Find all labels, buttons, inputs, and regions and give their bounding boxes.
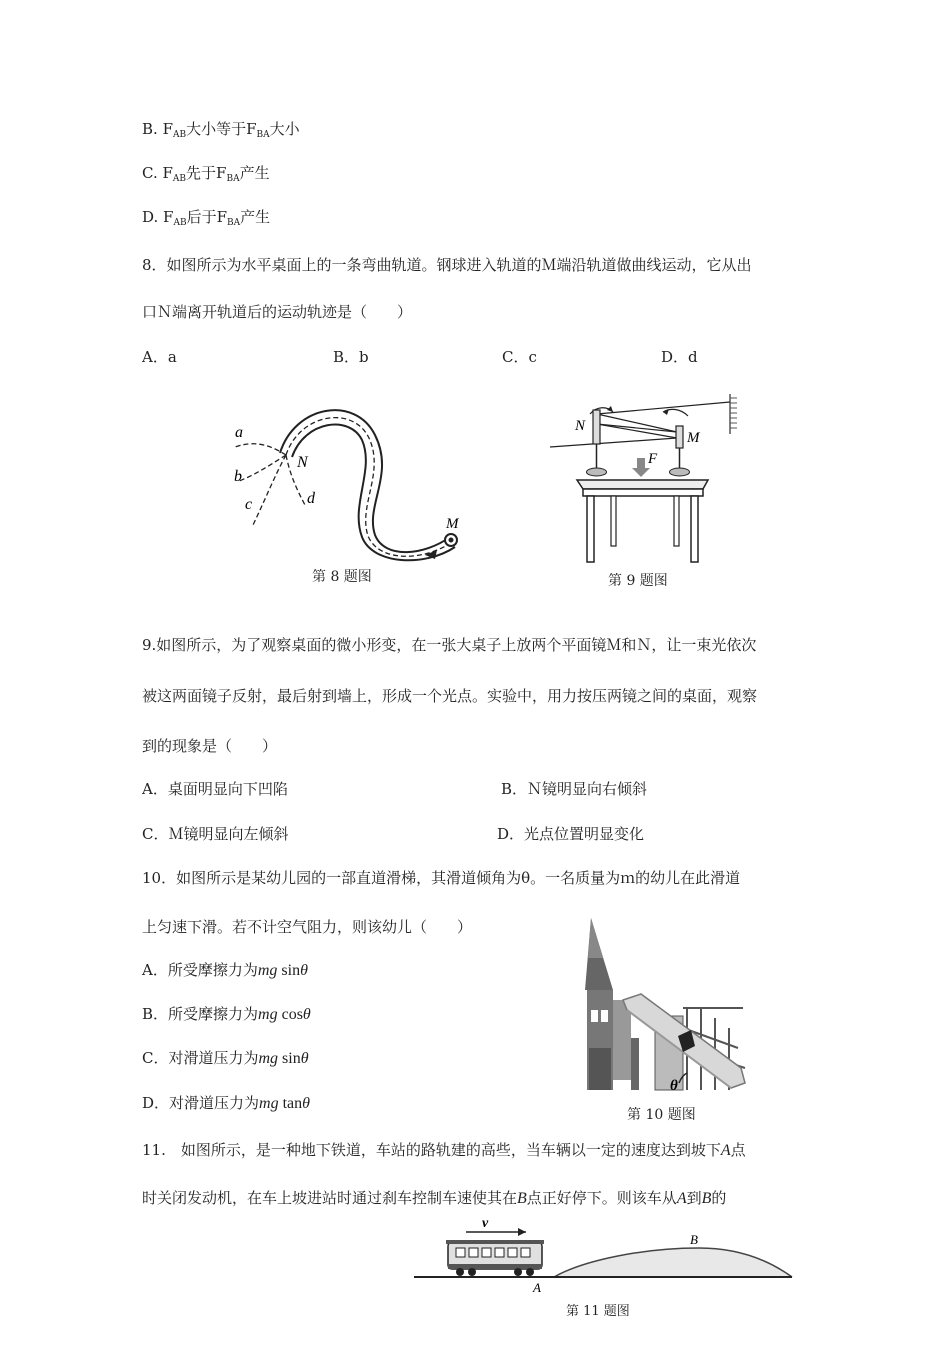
figure-9-mirror-setup <box>545 392 750 572</box>
q8-stem-line1: 8．如图所示为水平桌面上的一条弯曲轨道。钢球进入轨道的Ｍ端沿轨道做曲线运动，它从出 <box>142 256 752 274</box>
figure-10-caption: 第 10 题图 <box>627 1107 696 1123</box>
label-c: c <box>245 496 253 513</box>
table-leg-right <box>691 496 698 562</box>
q9-option-b: B．Ｎ镜明显向右倾斜 <box>501 780 648 798</box>
q10-option-b: B．所受摩擦力为mg cosθ <box>142 1005 311 1023</box>
figure-8-caption: 第 8 题图 <box>312 569 372 585</box>
label-N9: N <box>575 418 586 434</box>
figure-8-track <box>225 395 475 565</box>
label-B11: B <box>690 1232 698 1247</box>
label-theta: θ <box>670 1078 678 1094</box>
mirror-m <box>676 426 683 448</box>
track-inner-wall <box>292 425 455 561</box>
label-b: b <box>234 468 242 485</box>
q7-option-b: B. $F_{AB}$大小等于$F_{BA}$大小 <box>142 120 300 140</box>
q10-option-a: A．所受摩擦力为mg sinθ <box>142 961 308 979</box>
label-M9: M <box>687 430 700 446</box>
q8-option-d: D．d <box>661 348 698 366</box>
q8-option-a: A．a <box>142 348 177 366</box>
trajectory-a <box>235 444 286 455</box>
q9-option-c: C．Ｍ镜明显向左倾斜 <box>142 825 289 843</box>
q9-stem-line1: 9.如图所示，为了观察桌面的微小形变，在一张大桌子上放两个平面镜Ｍ和Ｎ，让一束光依次 <box>142 636 757 654</box>
table-leg-left <box>587 496 594 562</box>
label-N: N <box>297 454 308 471</box>
q10-stem-line2: 上匀速下滑。若不计空气阻力，则该幼儿（ ） <box>142 918 473 936</box>
q7-option-c: C. $F_{AB}$先于$F_{BA}$产生 <box>142 164 270 184</box>
q8-option-c: C．c <box>502 348 537 366</box>
q10-stem-line1: 10．如图所示是某幼儿园的一部直道滑梯，其滑道倾角为θ。一名质量为ｍ的幼儿在此滑道 <box>142 869 741 887</box>
q10-option-c: C．对滑道压力为mg sinθ <box>142 1049 309 1067</box>
q9-stem-line2: 被这两面镜子反射，最后射到墙上，形成一个光点。实验中，用力按压两镜之间的桌面，观察 <box>142 687 758 705</box>
label-F9: F <box>648 451 658 467</box>
q11-stem-line1: 11. 如图所示，是一种地下铁道，车站的路轨建的高些，当车辆以一定的速度达到坡下A点 <box>142 1141 746 1159</box>
q9-option-d: D．光点位置明显变化 <box>497 825 645 843</box>
label-d: d <box>307 490 315 507</box>
q8-stem-line2: 口Ｎ端离开轨道后的运动轨迹是（ ） <box>142 303 413 321</box>
table-top <box>577 480 708 489</box>
incident-ray <box>550 438 677 447</box>
hill-slope <box>554 1248 792 1277</box>
label-a: a <box>235 424 243 441</box>
label-A11: A <box>533 1280 541 1295</box>
track-centerline <box>286 418 452 557</box>
train <box>446 1240 544 1276</box>
q7-option-d: D. $F_{AB}$后于$F_{BA}$产生 <box>142 208 271 228</box>
figure-11-caption: 第 11 题图 <box>566 1304 630 1319</box>
q10-option-d: D．对滑道压力为mg tanθ <box>142 1094 310 1112</box>
trajectory-b <box>239 455 286 481</box>
q8-option-b: B．b <box>333 348 369 366</box>
force-arrow <box>637 458 645 468</box>
q9-stem-line3: 到的现象是（ ） <box>142 737 278 755</box>
figure-10-slide-photo <box>583 918 753 1096</box>
figure-9-caption: 第 9 题图 <box>608 573 668 589</box>
label-v: v <box>482 1216 489 1231</box>
q11-stem-line2: 时关闭发动机，在车上坡进站时通过刹车控制车速使其在B点正好停下。则该车从A到B的 <box>142 1189 727 1207</box>
mirror-n <box>593 410 600 444</box>
label-M: M <box>446 516 459 532</box>
figure-11-subway <box>414 1212 794 1296</box>
q9-option-a: A．桌面明显向下凹陷 <box>142 780 288 798</box>
